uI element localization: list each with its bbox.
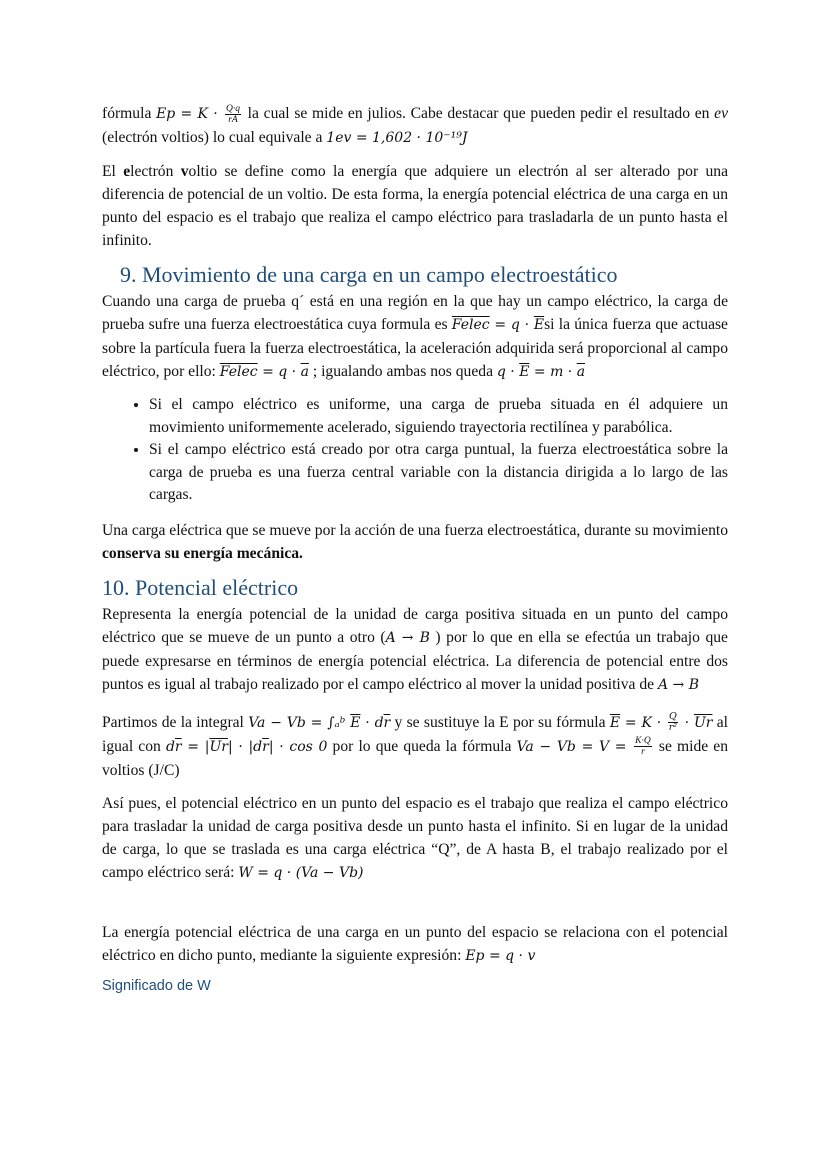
- formula-part: | · |d: [227, 738, 263, 755]
- text: la cual se mide en julios. Cabe destacar que pueden pedir el resultado en: [242, 105, 715, 122]
- formula-part: $\overline{a}$: [576, 364, 586, 380]
- text: conserva su energía mecánica.: [102, 544, 303, 562]
- text: oltio se define como la energía que adquiere un electrón al ser alterado por una diferencia de potencial de un voltio. De esta forma, la energía potencial eléctrica de una carga en un punto del espacio es el trabajo que realiza el campo eléctrico para trasladarla de un punto hasta el infinito.: [102, 163, 728, 249]
- formula-part: ·: [679, 714, 694, 731]
- paragraph-integral: [102, 711, 728, 782]
- text: Representa la energía potencial de la unidad de carga positiva situada en un punto del campo eléctrico que se mueve de un punto a otro (: [102, 605, 728, 646]
- text: e: [123, 163, 131, 180]
- text: Una carga eléctrica que se mueve por la acción de una fuerza electroestática, durante su movimiento: [102, 521, 728, 539]
- list-item: • Si el campo eléctrico está creado por otra carga puntual, la fuerza electroestática sobre la carga de prueba es una fuerza central variable con la distancia dirigida a lo largo de las cargas.: [149, 439, 728, 507]
- numerator: K·Q: [635, 736, 651, 747]
- text: si la única fuerza que actuase sobre la partícula fuera la fuerza electroestática, la aceleración adquirida será proporcional al campo eléctrico, por ello:: [102, 316, 728, 380]
- paragraph-potential-definition: [102, 603, 728, 697]
- formula: A → B: [385, 629, 430, 646]
- formula: [248, 715, 390, 731]
- section-heading-10: 10. Potencial eléctrico: [102, 574, 299, 600]
- formula: Ep = K ·: [156, 106, 223, 122]
- denominator: r²: [668, 722, 678, 733]
- formula: [497, 364, 585, 380]
- text: Partimos de la integral: [102, 713, 249, 731]
- paragraph-work: [102, 792, 728, 885]
- formula-part: · d: [360, 714, 384, 731]
- fraction: [668, 712, 678, 733]
- text: (electrón voltios) lo cual equivale a: [102, 129, 327, 146]
- paragraph-electron-volt: [102, 160, 728, 252]
- formula-part: = m ·: [529, 364, 577, 380]
- formula-part: Va − Vb = ∫ₐᵇ: [248, 714, 351, 731]
- text: se mide en voltios (J/C): [102, 737, 729, 779]
- formula-part: d: [165, 738, 175, 755]
- formula-part: $\overline{E}$: [533, 317, 545, 333]
- formula-part: $\overline{r}$: [383, 714, 391, 731]
- formula: [452, 317, 544, 333]
- denominator: rA: [228, 114, 238, 125]
- text: lectrón: [130, 163, 181, 180]
- significado-de-w-link[interactable]: Significado de W: [102, 977, 211, 994]
- formula-part: $\overline{E}$: [350, 714, 361, 731]
- formula: Va − Vb = V =: [516, 738, 633, 755]
- formula-part: = K ·: [620, 714, 667, 731]
- formula-part: Felec: [219, 364, 258, 380]
- bullet-list: [102, 394, 728, 507]
- formula-part: $\overline{r}$: [262, 738, 269, 755]
- formula: W = q · (Va − Vb): [238, 864, 364, 881]
- text: La energía potencial eléctrica de una carga en un punto del espacio se relaciona con el potencial eléctrico en dicho punto, mediante la siguiente expresión:: [102, 923, 728, 964]
- text: al igual con: [102, 713, 729, 755]
- formula: [220, 364, 309, 380]
- text: El: [102, 163, 124, 180]
- text: v: [180, 163, 189, 180]
- section-heading-9: 9. Movimiento de una carga en un campo electroestático: [120, 262, 618, 287]
- formula: 1ev = 1,602 · 10⁻¹⁹J: [326, 130, 468, 146]
- numerator: Q: [669, 711, 677, 722]
- formula: [609, 711, 713, 733]
- formula-part: Felec: [451, 317, 490, 333]
- formula: Ep = q · v: [465, 947, 536, 964]
- formula: A → B: [657, 676, 700, 693]
- formula-part: $\overline{a}$: [300, 364, 309, 380]
- formula-part: = |: [181, 738, 210, 755]
- text: por lo que queda la fórmula: [327, 737, 517, 755]
- formula-part: q ·: [496, 364, 520, 380]
- formula-part: $\overline{Ur}$: [693, 714, 713, 731]
- text: y se sustituye la E por su fórmula: [390, 713, 610, 731]
- text: Cuando una carga de prueba q´ está en una región en la que hay un campo eléctrico, la carga de prueba sufre una fuerza electroestática cuya formula es: [102, 293, 728, 333]
- list-item: • Si el campo eléctrico es uniforme, una carga de prueba situada en él adquiere un movimiento uniformemente acelerado, siguiendo trayectoria rectilínea y parabólica.: [149, 394, 728, 439]
- formula-part: = q ·: [489, 317, 534, 333]
- formula-part: $\overline{r}$: [174, 738, 182, 755]
- formula-part: $\overline{E}$: [609, 714, 621, 731]
- formula-part: $\overline{Ur}$: [209, 738, 228, 755]
- paragraph-charge-motion: [102, 290, 728, 384]
- document-page: [102, 102, 728, 994]
- text: Así pues, el potencial eléctrico en un punto del espacio es el trabajo que realiza el campo eléctrico para trasladar la unidad de carga positiva desde un punto hasta el infinito. Si en lugar de la unidad de carga, lo que se traslada es una carga eléctrica “Q”, de A hasta B, el trabajo realizado por el campo eléctrico será:: [102, 794, 728, 881]
- numerator: Q·q: [225, 103, 240, 114]
- formula-part: = q ·: [257, 364, 301, 380]
- text: ; igualando ambas nos queda: [308, 363, 497, 380]
- paragraph-energy-formula: [102, 102, 728, 150]
- formula-part: $\overline{E}$: [519, 364, 530, 380]
- formula: [166, 739, 327, 755]
- paragraph-mechanical-energy: [102, 519, 728, 565]
- fraction: [634, 736, 652, 757]
- text: ) por lo que en ella se efectúa un trabajo que puede expresarse en términos de energía potencial eléctrica. La diferencia de potencial entre dos puntos es igual al trabajo realizado por el campo eléctrico al mover la unidad positiva de: [102, 628, 728, 693]
- formula-part: | · cos 0: [268, 738, 328, 755]
- paragraph-potential-energy: [102, 921, 728, 968]
- denominator: r: [641, 747, 645, 758]
- text: fórmula: [102, 105, 157, 122]
- spacer: [102, 895, 728, 921]
- text: ev: [714, 105, 729, 122]
- fraction: [225, 104, 241, 125]
